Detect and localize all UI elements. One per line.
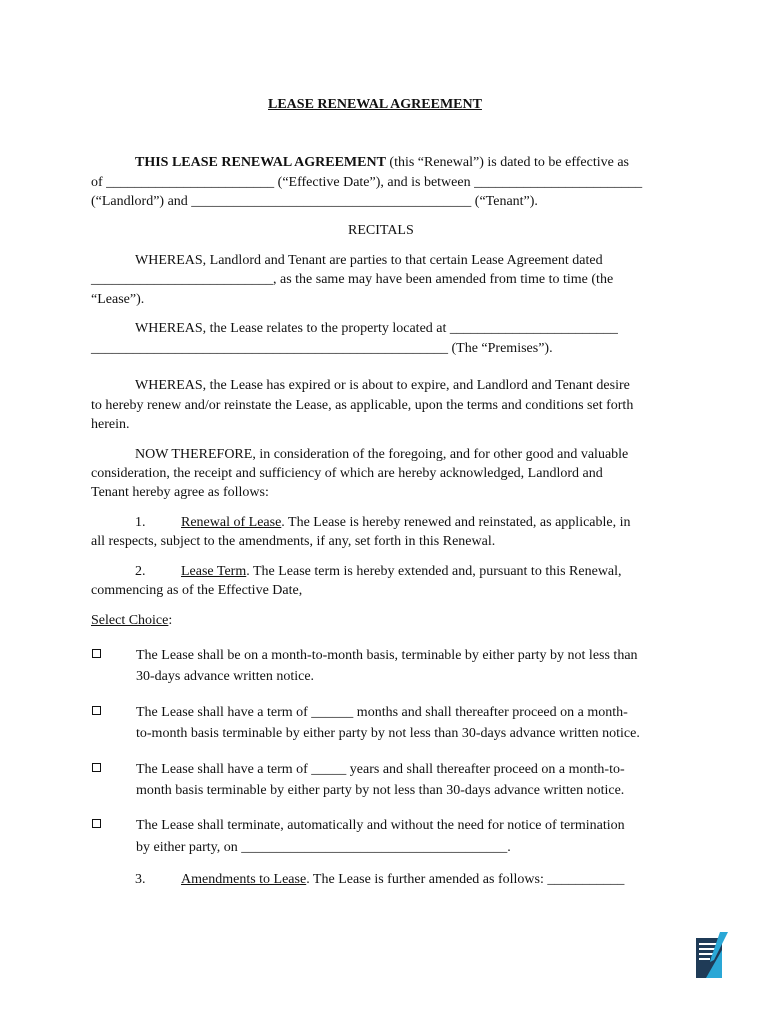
whereas1-line-3: “Lease”). [91,292,145,307]
select-choice-text: Select Choice [91,613,169,628]
option3-line-2: month basis terminable by either party by not less than 30-days advance written notice. [136,783,625,798]
section1-line-2: all respects, subject to the amendments, if any, set forth in this Renewal. [91,534,496,549]
section3-line-1[interactable] [181,870,624,889]
section2-heading: Lease Term [181,564,247,579]
document-title: LEASE RENEWAL AGREEMENT [268,97,482,112]
now-therefore-line-3: Tenant hereby agree as follows: [91,485,269,500]
intro-line-2[interactable]: of ________________________ (“Effective Date”), and is between ________________________ [91,175,643,190]
now-therefore-line-2: consideration, the receipt and sufficiency of which are hereby acknowledged, Landlord and [91,466,603,481]
document-logo-icon [694,930,730,980]
option1-checkbox[interactable] [92,649,101,658]
section2-line-1-rest: . The Lease term is hereby extended and, pursuant to this Renewal, [246,564,622,579]
recitals-heading: RECITALS [348,223,414,238]
intro-line-1-rest: (this “Renewal”) is dated to be effective as [385,155,629,170]
section1-line-1 [181,513,631,532]
whereas3-line-3: herein. [91,417,130,432]
section2-line-2: commencing as of the Effective Date, [91,583,303,598]
section1-number: 1. [135,515,146,530]
intro-line-1 [135,153,629,172]
whereas3-line-1: WHEREAS, the Lease has expired or is about to expire, and Landlord and Tenant desire [135,378,630,393]
section2-line-1 [181,562,622,581]
whereas3-line-2: to hereby renew and/or reinstate the Lease, as applicable, upon the terms and conditions set forth [91,398,634,413]
option4-line-2[interactable]: by either party, on ______________________________________. [136,840,511,855]
whereas1-line-2[interactable]: __________________________, as the same may have been amended from time to time (the [91,272,614,287]
section1-heading: Renewal of Lease [181,515,282,530]
option2-line-1[interactable]: The Lease shall have a term of ______ months and shall thereafter proceed on a month- [136,705,628,720]
option3-line-1[interactable]: The Lease shall have a term of _____ years and shall thereafter proceed on a month-to- [136,762,625,777]
whereas2-line-2[interactable]: ___________________________________________________ (The “Premises”). [91,341,553,356]
now-therefore-line-1: NOW THEREFORE, in consideration of the foregoing, and for other good and valuable [135,447,629,462]
section3-heading: Amendments to Lease [181,872,307,887]
intro-line-3[interactable]: (“Landlord”) and ________________________________________ (“Tenant”). [91,194,538,209]
section2-number: 2. [135,564,146,579]
select-choice-colon: : [168,613,173,628]
whereas1-line-1: WHEREAS, Landlord and Tenant are parties to that certain Lease Agreement dated [135,253,603,268]
whereas2-line-1[interactable]: WHEREAS, the Lease relates to the property located at ________________________ [135,321,618,336]
option1-line-1: The Lease shall be on a month-to-month basis, terminable by either party by not less than [136,648,638,663]
option4-line-1: The Lease shall terminate, automatically and without the need for notice of termination [136,818,625,833]
section3-number: 3. [135,872,146,887]
option2-line-2: to-month basis terminable by either party by not less than 30-days advance written notice. [136,726,640,741]
section3-line-1-rest[interactable]: . The Lease is further amended as follows: ___________ [306,872,625,887]
section1-line-1-rest: . The Lease is hereby renewed and reinstated, as applicable, in [281,515,631,530]
option3-checkbox[interactable] [92,763,101,772]
intro-bold-lead: THIS LEASE RENEWAL AGREEMENT [135,155,386,170]
option4-checkbox[interactable] [92,819,101,828]
option2-checkbox[interactable] [92,706,101,715]
select-choice-label [91,611,172,630]
option1-line-2: 30-days advance written notice. [136,669,315,684]
